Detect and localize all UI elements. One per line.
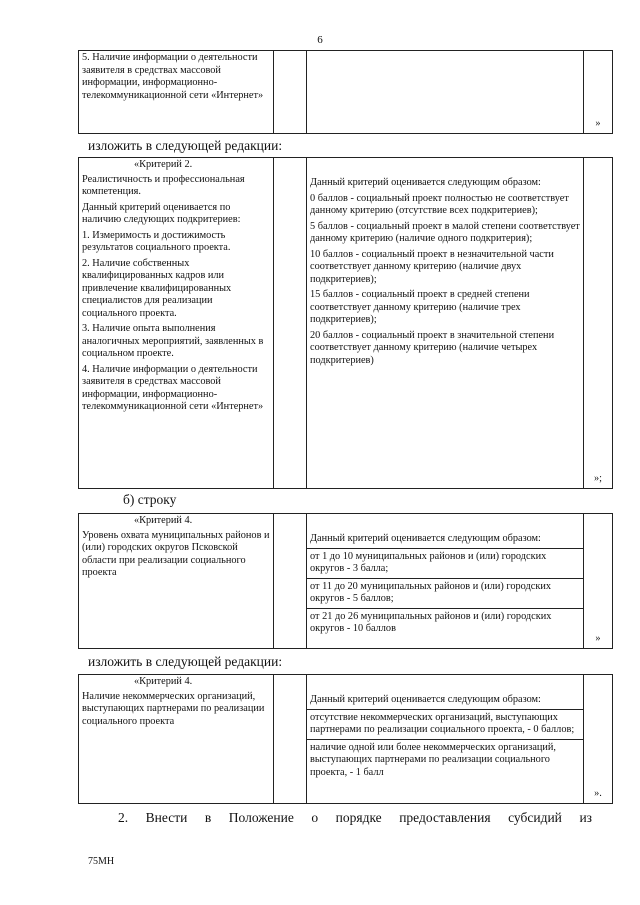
subcriterion-4: 4. Наличие информации о деятельности заявителя в средствах массовой информации, информационно-телекоммуникационной сети «Интернет» [82,363,264,412]
criterion-2-intro: Данный критерий оценивается по наличию следующих подкритериев: [82,201,241,225]
table3-col3 [307,514,584,649]
footer-code: 75МН [88,856,115,867]
criterion-4-old-name: Уровень охвата муниципальных районов и (или) городских округов Псковской области при реализации социального проекта [82,529,270,578]
table1-col1: 5. Наличие информации о деятельности заявителя в средствах массовой информации, информационно-телекоммуникационной сети «Интернет» [79,51,274,134]
criterion-4-old-range-3: от 21 до 26 муниципальных районов и (или) городских округов - 10 баллов [310,610,552,634]
criterion-4-new-none: отсутствие некоммерческих организаций, выступающих партнерами по реализации социального проекта, - 0 баллов; [307,712,583,740]
criterion-4-new-intro: Данный критерий оценивается следующим образом: [307,694,583,710]
table3-end-quote: » [584,514,613,649]
table-criterion-4-new [78,674,613,804]
table4-col3 [307,675,584,804]
page-number: 6 [317,34,323,46]
criterion-4-old-intro: Данный критерий оценивается следующим образом: [307,533,583,549]
table1-col3 [307,51,584,134]
table-criterion-5-row [78,50,613,134]
table4-end-quote: ». [584,675,613,804]
criterion-4-new-name: Наличие некоммерческих организаций, выступающих партнерами по реализации социального проекта [82,690,265,727]
criterion-4-old-range-1: от 1 до 10 муниципальных районов и (или) городских округов - 3 балла; [307,551,583,579]
subcriterion-2: 2. Наличие собственных квалифицированных кадров или привлечение квалифицированных специалистов для реализации социального проекта. [82,257,232,319]
criterion-4-old-title: «Критерий 4. [134,515,193,526]
scoring-intro: Данный критерий оценивается следующим образом: [310,177,541,188]
criterion-4-old-range-2: от 11 до 20 муниципальных районов и (или) городских округов - 5 баллов; [307,581,583,609]
table1-col2 [274,51,307,134]
table2-col3 [307,158,584,489]
score-10: 10 баллов - социальный проект в незначительной части соответствует данному критерию (наличие двух подкритериев); [310,248,554,285]
table4-col1 [79,675,274,804]
table3-col2 [274,514,307,649]
table1-end-quote: » [584,51,613,134]
subcriterion-3: 3. Наличие опыта выполнения аналогичных мероприятий, заявленных в социальном проекте. [82,323,264,359]
table2-end-quote: »; [584,158,613,489]
table3-col1 [79,514,274,649]
table-criterion-2 [78,157,613,489]
score-5: 5 баллов - социальный проект в малой степени соответствует данному критерию (наличие одного подкритерия); [310,220,580,244]
table-criterion-4-old [78,513,613,649]
instruction-line-2: б) строку [123,492,177,507]
score-0: 0 баллов - социальный проект полностью не соответствует данному критерию (отсутствие всех подкритериев); [310,192,569,216]
instruction-line-1: изложить в следующей редакции: [88,138,283,153]
subcriterion-1: 1. Измеримость и достижимость результатов социального проекта. [82,229,231,253]
criterion-4-new-one-or-more: наличие одной или более некоммерческих организаций, выступающих партнерами по реализации социального проекта, - 1 балл [310,741,556,778]
score-15: 15 баллов - социальный проект в средней степени соответствует данному критерию (наличие трех подкритериев); [310,289,530,325]
table2-col1 [79,158,274,489]
body-paragraph-2: 2. Внести в Положение о порядке предоставления субсидий из [118,810,592,825]
instruction-line-3: изложить в следующей редакции: [88,654,283,669]
score-20: 20 баллов - социальный проект в значительной степени соответствует данному критерию (наличие четырех подкритериев) [310,329,555,366]
criterion-2-title: «Критерий 2. [134,159,193,170]
table4-col2 [274,675,307,804]
criterion-2-name: Реалистичность и профессиональная компетенция. [82,173,245,197]
table2-col2 [274,158,307,489]
criterion-4-new-title: «Критерий 4. [134,676,193,687]
